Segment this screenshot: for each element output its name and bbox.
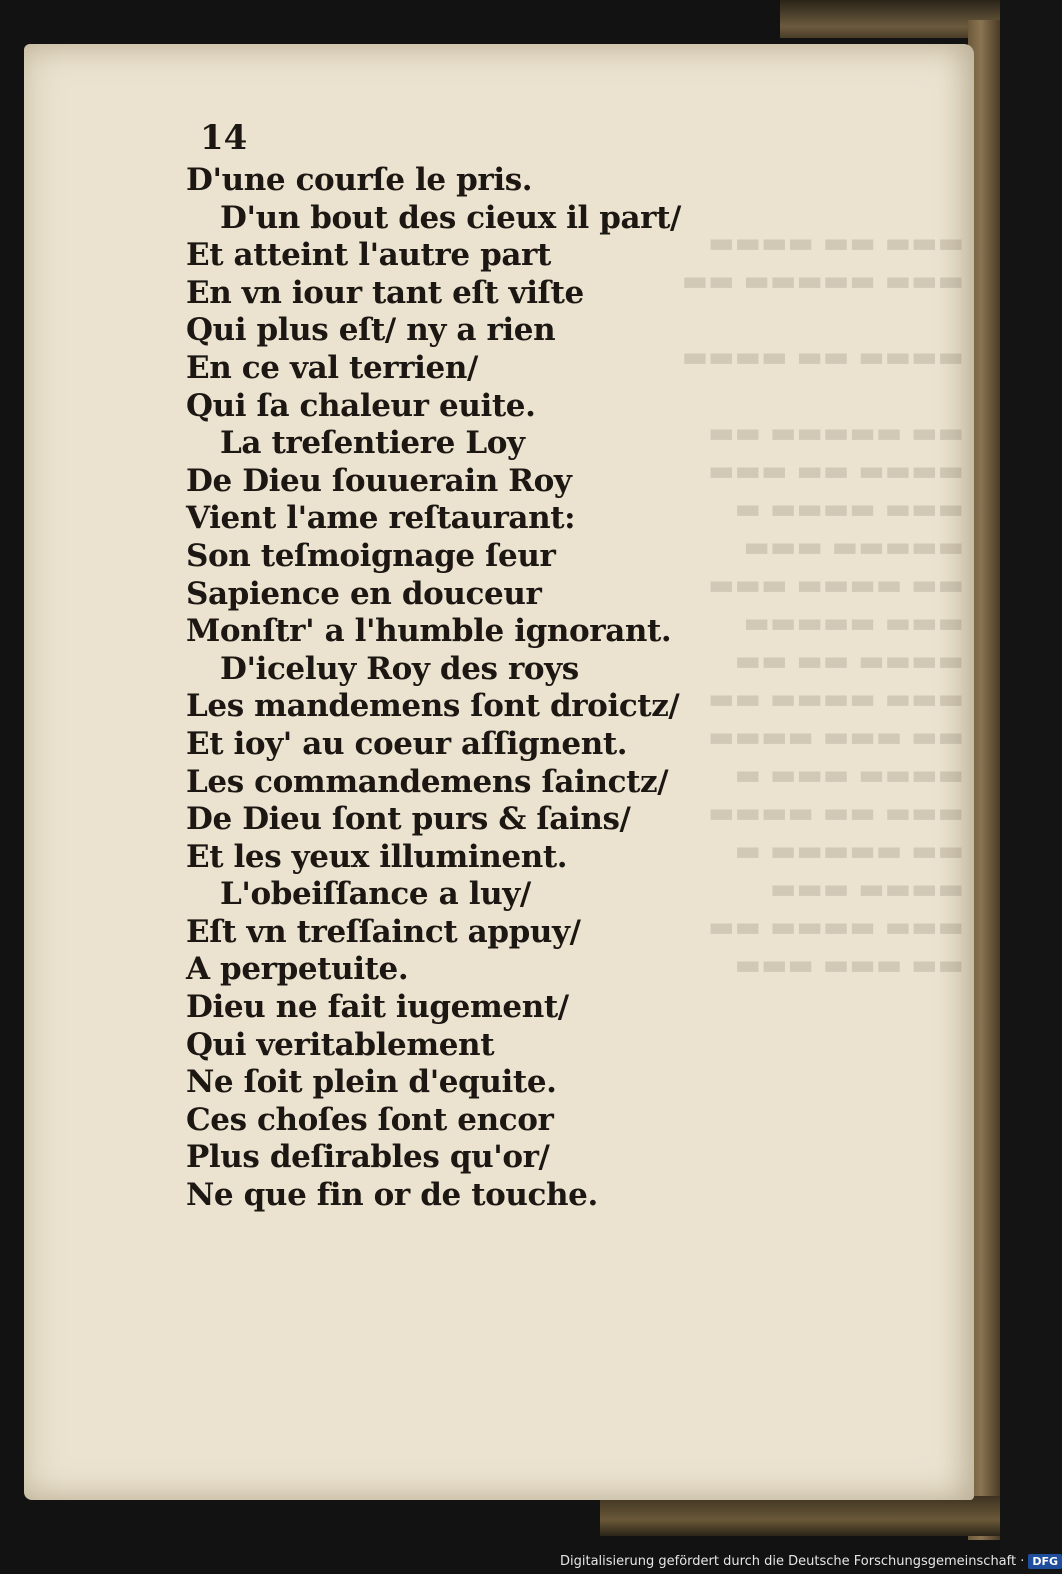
- verse-line: D'iceluy Roy des roys: [220, 650, 579, 687]
- verse-line: Vient l'ame reſtaurant:: [186, 500, 576, 537]
- page-number: 14: [200, 118, 248, 158]
- verse-line: Ces choſes ſont encor: [186, 1101, 554, 1138]
- verse-line: Dieu ne fait iugement/: [186, 989, 569, 1026]
- verse-line: Qui plus eſt/ ny a rien: [186, 312, 556, 349]
- verse-line: Et atteint l'autre part: [186, 237, 551, 274]
- verse-line: Les mandemens ſont droictz/: [186, 688, 680, 725]
- verse-text: [186, 162, 746, 1215]
- book-cover-edge-top: [780, 0, 1000, 38]
- show-through-texture: ▬▬▬ ▬▬ ▬▬▬▬ ▬▬▬ ▬▬▬▬▬ ▬▬ ▬▬▬▬ ▬▬ ▬▬▬▬ ▬▬ ▬▬▬▬▬ ▬▬ ▬▬▬▬ ▬▬ ▬▬▬ ▬▬▬ ▬▬▬▬ ▬ ▬▬▬▬▬ ▬▬▬ ▬▬ ▬▬▬▬ ▬▬▬ ▬▬▬ ▬▬▬▬▬ ▬▬▬▬ ▬▬ ▬▬ ▬▬▬ ▬▬▬▬ ▬▬ ▬▬ ▬▬▬ ▬▬▬▬ ▬▬▬▬ ▬▬▬ ▬ ▬▬▬ ▬▬ ▬▬▬▬ ▬▬ ▬▬▬▬▬ ▬ ▬▬▬▬ ▬▬▬ ▬▬▬ ▬▬▬▬ ▬▬ ▬▬ ▬▬▬ ▬▬▬: [681, 226, 964, 981]
- verse-line: Qui veritablement: [186, 1026, 495, 1063]
- verse-line: L'obeiſſance a luy/: [220, 876, 531, 913]
- verse-line: De Dieu ſont purs & ſains/: [186, 801, 631, 838]
- verse-line: D'un bout des cieux il part/: [220, 199, 681, 236]
- verse-line: Plus deſirables qu'or/: [186, 1139, 550, 1176]
- verse-line: Son teſmoignage ſeur: [186, 537, 556, 574]
- book-cover-edge-bottom: [600, 1496, 1000, 1536]
- verse-line: Qui ſa chaleur euite.: [186, 387, 536, 424]
- verse-line: Ne ſoit plein d'equite.: [186, 1064, 557, 1101]
- verse-line: En vn iour tant eſt viſte: [186, 274, 584, 311]
- verse-line: Et les yeux illuminent.: [186, 838, 568, 875]
- verse-line: Ne que fin or de touche.: [186, 1177, 598, 1214]
- verse-line: Eſt vn treſſainct appuy/: [186, 913, 581, 950]
- verse-line: A perpetuite.: [186, 951, 409, 988]
- verse-line: D'une courſe le pris.: [186, 162, 533, 198]
- dfg-logo: DFG: [1028, 1554, 1062, 1569]
- verse-line: Sapience en douceur: [186, 575, 542, 612]
- verse-line: La treſentiere Loy: [220, 425, 525, 462]
- digitization-credit: [560, 1551, 1062, 1571]
- credit-text: Digitalisierung gefördert durch die Deutsche Forschungsgemeinschaft ·: [560, 1553, 1025, 1569]
- verse-line: Et ioy' au coeur aſſignent.: [186, 725, 628, 762]
- verse-line: En ce val terrien/: [186, 349, 478, 386]
- verse-line: De Dieu ſouuerain Roy: [186, 462, 572, 499]
- verse-line: Les commandemens ſainctz/: [186, 763, 669, 800]
- verse-line: Monſtr' a l'humble ignorant.: [186, 613, 672, 650]
